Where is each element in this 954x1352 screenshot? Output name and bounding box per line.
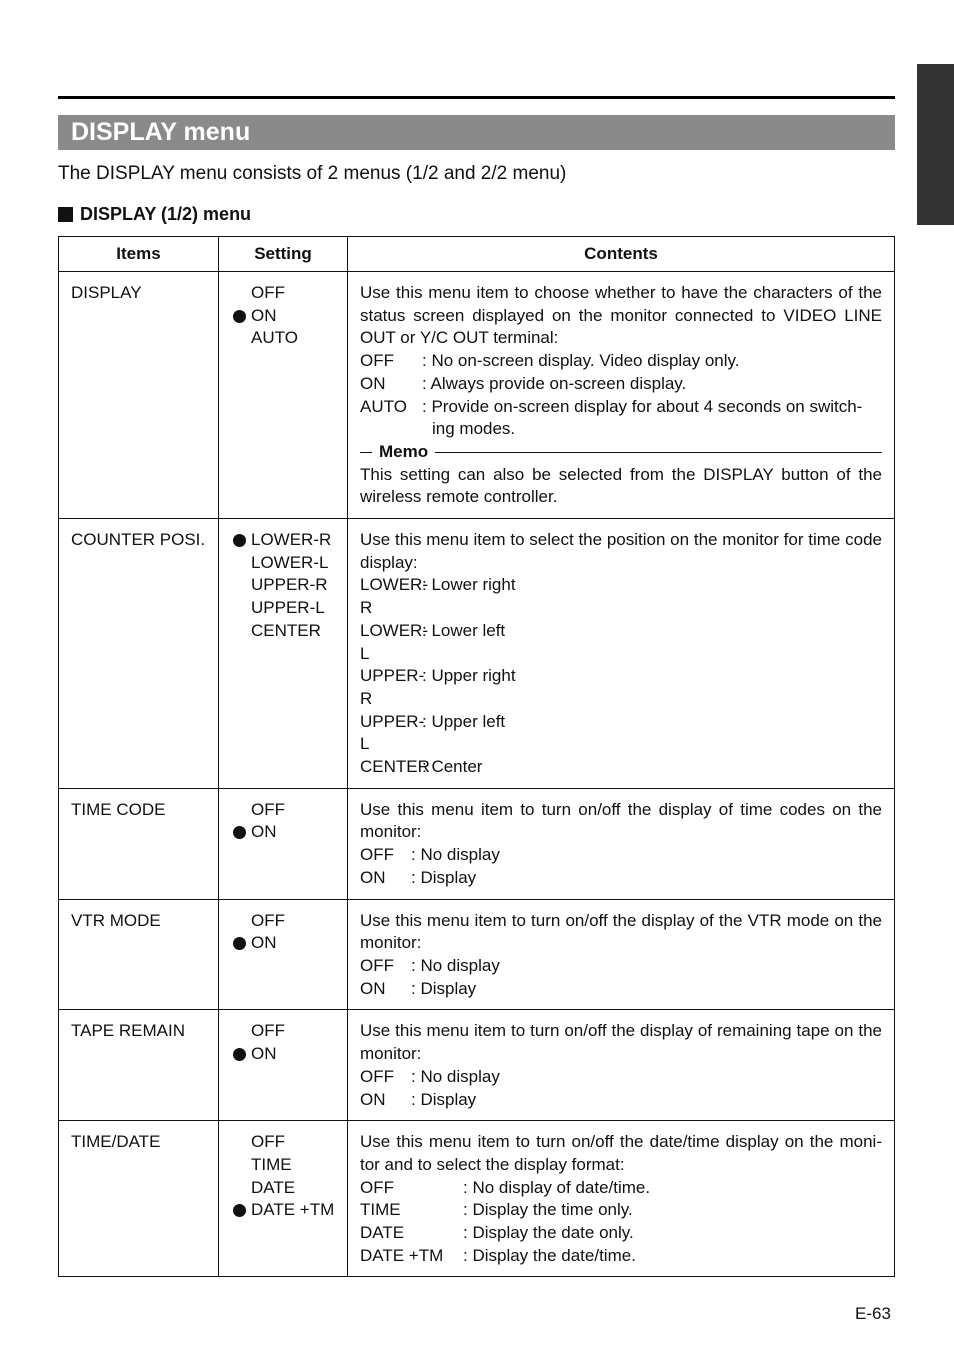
value-definition [360, 1245, 882, 1268]
value-definition [360, 844, 882, 867]
default-bullet-icon [233, 1048, 246, 1061]
setting-label: ON [251, 305, 277, 325]
setting-cell [219, 519, 348, 789]
header-contents: Contents [348, 237, 895, 272]
definition-value: : Lower left [422, 620, 506, 640]
header-items: Items [59, 237, 219, 272]
definition-key: ON [360, 1089, 386, 1109]
section-heading [58, 202, 251, 226]
item-cell: DISPLAY [59, 272, 219, 519]
setting-option [233, 574, 343, 597]
contents-cell [348, 899, 895, 1010]
setting-option [233, 932, 343, 955]
setting-option [233, 552, 343, 575]
setting-option [233, 597, 343, 620]
definition-key: LOWER-R [360, 575, 428, 618]
contents-cell [348, 519, 895, 789]
setting-option [233, 1199, 343, 1222]
definition-value: : No display [411, 845, 500, 865]
definition-value: : Upper left [422, 711, 506, 731]
value-definition [360, 1199, 882, 1222]
setting-cell [219, 899, 348, 1010]
table-row [59, 899, 895, 1010]
setting-option [233, 1020, 343, 1043]
setting-option [233, 1177, 343, 1200]
setting-label: LOWER-R [251, 530, 332, 550]
page-number: E-63 [855, 1304, 891, 1323]
value-definition [360, 711, 882, 756]
contents-cell [348, 788, 895, 899]
setting-cell [219, 1010, 348, 1121]
memo-rule [435, 452, 882, 454]
definition-value: : Display the time only. [463, 1200, 633, 1220]
setting-label: ON [251, 822, 277, 842]
setting-label: OFF [251, 1021, 285, 1041]
value-definition [360, 665, 882, 710]
contents-description: Use this menu item to turn on/off the display of remaining tape on the monitor: [360, 1021, 882, 1064]
definition-key: OFF [360, 845, 394, 865]
setting-label: OFF [251, 799, 285, 819]
definition-key: DATE [360, 1223, 405, 1243]
value-definition [360, 574, 882, 619]
setting-option [233, 620, 343, 643]
table-row [59, 788, 895, 899]
definition-key: UPPER-R [360, 666, 425, 708]
definition-key: CENTER [360, 757, 430, 777]
contents-description: Use this menu item to turn on/off the display of time codes on the monitor: [360, 799, 882, 842]
table-row [59, 1121, 895, 1277]
definition-key: OFF [360, 1066, 394, 1086]
memo-text: This setting can also be selected from the DISPLAY button of the wireless remote controller. [360, 464, 882, 507]
option-spacer [233, 579, 246, 592]
intro-text: The DISPLAY menu consists of 2 menus (1/2 and 2/2 menu) [58, 163, 567, 184]
setting-option [233, 1043, 343, 1066]
value-definition [360, 1066, 882, 1089]
setting-option [233, 799, 343, 822]
definition-key: AUTO [360, 396, 407, 416]
definition-value: : Display [411, 867, 477, 887]
definition-value: : Upper right [422, 666, 516, 686]
definition-value: : Lower right [422, 575, 516, 595]
item-cell: TAPE REMAIN [59, 1010, 219, 1121]
setting-option [233, 1131, 343, 1154]
item-cell: TIME/DATE [59, 1121, 219, 1277]
setting-label: OFF [251, 1132, 285, 1152]
setting-option [233, 529, 343, 552]
value-definition [360, 396, 882, 441]
contents-cell [348, 1010, 895, 1121]
option-spacer [233, 332, 246, 345]
setting-label: DATE [251, 1177, 296, 1197]
memo-label: Memo [379, 441, 429, 461]
definition-value: : Display [411, 978, 477, 998]
setting-label: LOWER-L [251, 552, 329, 572]
option-spacer [233, 804, 246, 817]
option-spacer [233, 625, 246, 638]
contents-cell [348, 272, 895, 519]
setting-option [233, 821, 343, 844]
definition-key: ON [360, 978, 386, 998]
value-definition [360, 955, 882, 978]
option-spacer [233, 287, 246, 300]
value-definition [360, 1177, 882, 1200]
setting-label: UPPER-R [251, 575, 328, 595]
definition-value: : No display of date/time. [463, 1177, 651, 1197]
definition-value: : No display [411, 955, 500, 975]
option-spacer [233, 602, 246, 615]
value-definition [360, 978, 882, 1001]
table-row [59, 519, 895, 789]
contents-cell [348, 1121, 895, 1277]
definition-key: LOWER-L [360, 620, 428, 663]
default-bullet-icon [233, 937, 246, 950]
value-definition [360, 756, 882, 779]
default-bullet-icon [233, 1204, 246, 1217]
definition-value: : Display the date only. [463, 1223, 634, 1243]
item-cell: VTR MODE [59, 899, 219, 1010]
setting-label: ON [251, 933, 277, 953]
item-cell: TIME CODE [59, 788, 219, 899]
chapter-side-tab [917, 64, 954, 225]
memo-heading [360, 441, 882, 464]
setting-label: OFF [251, 283, 285, 302]
definition-value: : Center [422, 757, 483, 777]
setting-option [233, 327, 343, 350]
definition-value: : No on-screen display. Video display only. [422, 351, 740, 371]
item-cell: COUNTER POSI. [59, 519, 219, 789]
setting-option [233, 910, 343, 933]
option-spacer [233, 1181, 246, 1194]
definition-key: ON [360, 867, 386, 887]
contents-description: Use this menu item to turn on/off the date/time display on the moni-tor and to select the display format: [360, 1132, 882, 1174]
value-definition [360, 620, 882, 665]
option-spacer [233, 1136, 246, 1149]
default-bullet-icon [233, 826, 246, 839]
value-definition [360, 1222, 882, 1245]
definition-key: DATE +TM [360, 1245, 444, 1265]
contents-description: Use this menu item to choose whether to have the characters of the status screen displayed on the monitor connected to VIDEO LINE OUT or Y/C OUT terminal: [360, 283, 882, 348]
value-definition [360, 867, 882, 890]
setting-label: ON [251, 1044, 277, 1064]
memo-dash [360, 452, 372, 454]
setting-cell [219, 272, 348, 519]
definition-key: UPPER-L [360, 711, 425, 754]
definition-value: : No display [411, 1066, 500, 1086]
option-spacer [233, 557, 246, 570]
section-title: DISPLAY (1/2) menu [80, 204, 252, 224]
option-spacer [233, 1159, 246, 1172]
definition-value: : Display [411, 1089, 477, 1109]
definition-key: OFF [360, 1177, 394, 1197]
setting-option [233, 1154, 343, 1177]
header-setting: Setting [219, 237, 348, 272]
definition-key: OFF [360, 955, 394, 975]
definition-value: : Always provide on-screen display. [422, 373, 687, 393]
display-menu-table [58, 236, 895, 1277]
definition-key: ON [360, 373, 386, 393]
definition-value: : Display the date/time. [463, 1245, 636, 1265]
setting-label: AUTO [251, 328, 298, 348]
contents-description: Use this menu item to turn on/off the display of the VTR mode on the monitor: [360, 910, 882, 953]
top-rule [58, 96, 895, 99]
setting-label: OFF [251, 910, 285, 930]
value-definition [360, 373, 882, 396]
table-row [59, 272, 895, 519]
contents-description: Use this menu item to select the position on the monitor for time code display: [360, 530, 882, 572]
setting-cell [219, 1121, 348, 1277]
square-bullet-icon [58, 207, 73, 222]
option-spacer [233, 914, 246, 927]
table-row [59, 1010, 895, 1121]
page-title: DISPLAY menu [58, 115, 895, 150]
definition-key: OFF [360, 351, 394, 371]
setting-option [233, 305, 343, 328]
definition-key: TIME [360, 1200, 401, 1220]
setting-option [233, 282, 343, 305]
setting-cell [219, 788, 348, 899]
definition-value: : Provide on-screen display for about 4 seconds on switch-ing modes. [422, 396, 863, 439]
value-definition [360, 1089, 882, 1112]
setting-label: UPPER-L [251, 598, 325, 618]
value-definition [360, 350, 882, 373]
option-spacer [233, 1025, 246, 1038]
setting-label: DATE +TM [251, 1200, 335, 1220]
default-bullet-icon [233, 534, 246, 547]
setting-label: TIME [251, 1154, 292, 1174]
setting-label: CENTER [251, 620, 321, 640]
table-header-row [59, 237, 895, 272]
default-bullet-icon [233, 310, 246, 323]
